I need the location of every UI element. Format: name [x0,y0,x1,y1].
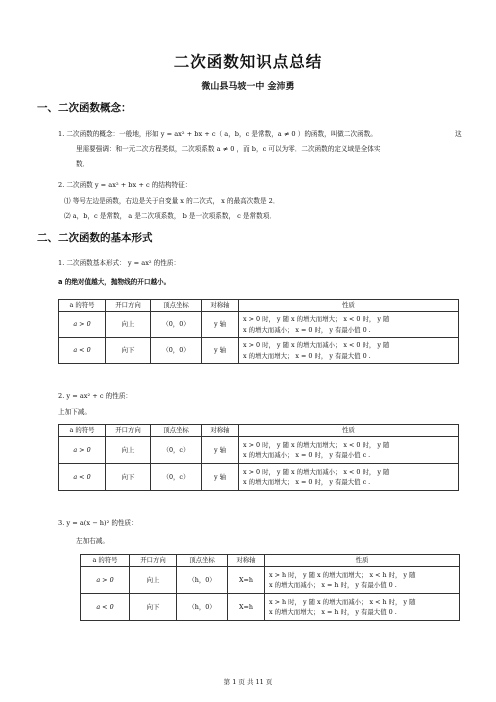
form1-note: a 的绝对值越大，抛物线的开口越小。 [58,278,171,286]
section-heading-forms: 二、二次函数的基本形式 [37,232,153,244]
table-header-row [59,425,459,437]
cell-axis: y 轴 [202,464,239,491]
header-sign: a 的符号 [81,555,130,567]
table-row [59,338,459,364]
page-footer: 第 1 页 共 11 页 [223,678,273,686]
property-line-1: x > h 时， y 随 x 的增大而增大； x < h 时， y 随 [269,570,416,579]
table-form1 [58,299,459,364]
header-vertex: 顶点坐标 [151,425,202,437]
header-sign: a 的符号 [59,425,106,437]
paragraph-definition-line2: 里需要强调：和一元二次方程类似，二次项系数 a ≠ 0 ，而 b，c 可以为零．二次函数的定义域是全体实 [76,145,381,153]
table-header-row [81,555,460,567]
form2-heading: 2. y = ax² + c 的性质： [58,392,133,400]
cell-sign: a < 0 [59,338,106,364]
document-title: 二次函数知识点总结 [173,53,323,71]
property-line-1: x > 0 时， y 随 x 的增大而增大； x < 0 时， y 随 [243,315,390,323]
property-line-2: x 的增大而减小； x = h 时， y 有最小值 0 . [269,581,397,589]
cell-axis: X=h [228,567,265,594]
table-form3 [80,554,460,621]
paragraph-definition-line3: 数． [76,160,90,168]
cell-axis: y 轴 [202,437,239,464]
cell-sign: a > 0 [59,312,106,338]
property-line-2: x 的增大而增大； x = h 时， y 有最大值 0 . [269,608,397,616]
form2-note: 上加下减。 [58,408,91,416]
cell-direction: 向下 [106,338,151,364]
property-line-1: x > h 时， y 随 x 的增大而减小； x < h 时， y 随 [269,597,416,606]
property-line-2: x 的增大而增大； x = 0 时， y 有最大值 c . [243,478,371,486]
table-row [81,567,460,594]
property-line-1: x > 0 时， y 随 x 的增大而减小； x < 0 时， y 随 [243,341,390,349]
header-axis: 对称轴 [202,300,239,312]
property-line-2: x 的增大而增大； x = 0 时， y 有最大值 0 . [243,351,371,360]
cell-property [239,312,459,338]
cell-direction: 向下 [106,464,151,491]
cell-sign: a < 0 [59,464,106,491]
cell-vertex: （0，0） [151,338,202,364]
cell-vertex: （0，0） [151,312,202,338]
paragraph-definition: 1. 二次函数的概念：一般地，形如 y = ax² + bx + c（ a，b，c 是常数，a ≠ 0 ）的函数，叫做二次函数。 [58,130,377,138]
paragraph-structure: 2. 二次函数 y = ax² + bx + c 的结构特征： [58,181,192,189]
cell-vertex: （0，c） [151,464,202,491]
cell-property [239,464,459,491]
cell-property [239,338,459,364]
header-property: 性质 [239,425,459,437]
cell-direction: 向上 [106,437,151,464]
cell-direction: 向上 [106,312,151,338]
property-line-1: x > 0 时， y 随 x 的增大而减小； x < 0 时， y 随 [243,467,390,476]
cell-axis: y 轴 [202,312,239,338]
cell-sign: a > 0 [81,567,130,594]
header-direction: 开口方向 [106,425,151,437]
table-row [59,437,459,464]
header-property: 性质 [265,555,460,567]
cell-vertex: （h，0） [177,567,228,594]
table-row [59,312,459,338]
property-line-1: x > 0 时， y 随 x 的增大而增大； x < 0 时， y 随 [243,440,390,449]
form1-heading: 1. 二次函数基本形式： y = ax² 的性质： [58,259,181,267]
table-row [81,594,460,621]
header-axis: 对称轴 [202,425,239,437]
header-vertex: 顶点坐标 [151,300,202,312]
table-row [59,464,459,491]
structure-item-1: ⑴ 等号左边是函数，右边是关于自变量 x 的二次式， x 的最高次数是 2． [64,197,280,205]
structure-item-2: ⑵ a，b，c 是常数， a 是二次项系数， b 是一次项系数， c 是常数项． [64,212,276,220]
cell-property [265,567,460,594]
table-form2 [58,424,459,491]
property-line-2: x 的增大而减小； x = 0 时， y 有最小值 c . [243,451,371,459]
header-vertex: 顶点坐标 [177,555,228,567]
paragraph-definition-tail: 这 [455,130,462,138]
header-property: 性质 [239,300,459,312]
cell-vertex: （0，c） [151,437,202,464]
cell-sign: a < 0 [81,594,130,621]
form3-heading: 3. y = a(x − h)² 的性质： [58,519,138,527]
cell-axis: y 轴 [202,338,239,364]
table-header-row [59,300,459,312]
cell-sign: a > 0 [59,437,106,464]
header-direction: 开口方向 [130,555,177,567]
form3-note: 左加右减。 [76,537,109,545]
cell-direction: 向下 [130,594,177,621]
header-sign: a 的符号 [59,300,106,312]
cell-vertex: （h，0） [177,594,228,621]
section-heading-concept: 一、二次函数概念： [37,102,132,114]
cell-property [239,437,459,464]
header-axis: 对称轴 [228,555,265,567]
cell-direction: 向上 [130,567,177,594]
property-line-2: x 的增大而减小； x = 0 时， y 有最小值 0 . [243,325,371,334]
document-author: 微山县马坡一中 金沛勇 [201,82,295,92]
header-direction: 开口方向 [106,300,151,312]
cell-axis: X=h [228,594,265,621]
cell-property [265,594,460,621]
